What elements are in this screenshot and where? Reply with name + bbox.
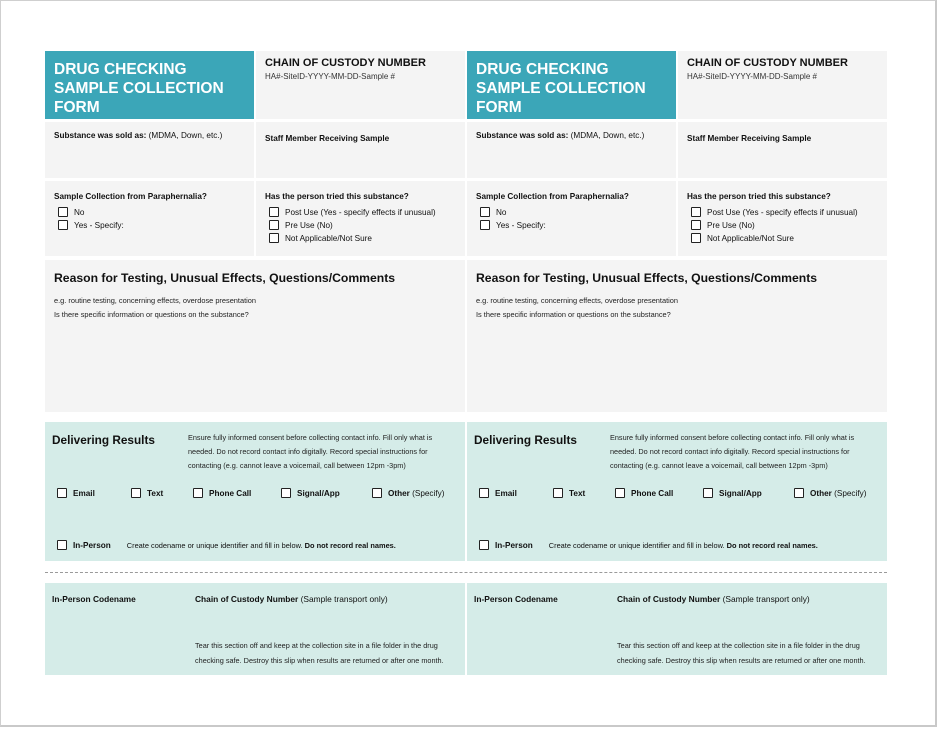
reason-example: e.g. routine testing, concerning effects, overdose presentation xyxy=(54,296,257,305)
other-hint: (Specify) xyxy=(412,488,445,498)
coc-heading: CHAIN OF CUSTODY NUMBER xyxy=(687,57,848,69)
tear-line xyxy=(45,572,887,573)
staff-member-field[interactable] xyxy=(256,122,465,178)
substance-field[interactable] xyxy=(45,122,254,178)
delivering-results-title: Delivering Results xyxy=(474,433,577,447)
option-not-applicable: Not Applicable/Not Sure xyxy=(285,233,372,243)
stub-coc-hint: (Sample transport only) xyxy=(300,594,388,604)
option-pre-use: Pre Use (No) xyxy=(707,220,755,230)
signal-app-label: Signal/App xyxy=(297,488,340,498)
tried-label: Has the person tried this substance? xyxy=(687,192,831,201)
stub-instructions: Tear this section off and keep at the collection site in a file folder in the drug checking safe. Destroy this slip when results are returned or after one month. xyxy=(617,641,866,665)
delivering-results-instructions: Ensure fully informed consent before collecting contact info. Fill only what is needed. Do not record contact info digitally. Record special instructions for contacting (e.g. cannot leave a voicemail, call between 12pm -3pm) xyxy=(610,433,855,470)
delivering-results-instructions: Ensure fully informed consent before collecting contact info. Fill only what is needed. Do not record contact info digitally. Record special instructions for contacting (e.g. cannot leave a voicemail, call between 12pm -3pm) xyxy=(188,433,433,470)
pre-use-checkbox[interactable] xyxy=(691,220,701,230)
staff-label: Staff Member Receiving Sample xyxy=(265,134,390,143)
reason-title: Reason for Testing, Unusual Effects, Questions/Comments xyxy=(476,271,818,285)
paraphernalia-label: Sample Collection from Paraphernalia? xyxy=(54,192,207,201)
signal-app-checkbox[interactable] xyxy=(703,488,713,498)
in-person-codename-label[interactable]: In-Person Codename xyxy=(52,594,136,604)
coc-heading: CHAIN OF CUSTODY NUMBER xyxy=(265,57,426,69)
stub-coc-label: Chain of Custody Number xyxy=(195,594,299,604)
delivering-results-section xyxy=(45,422,465,561)
reason-question: Is there specific information or questions on the substance? xyxy=(54,310,249,319)
text-checkbox[interactable] xyxy=(553,488,563,498)
email-label: Email xyxy=(73,488,95,498)
substance-field[interactable] xyxy=(467,122,676,178)
staff-member-field[interactable] xyxy=(678,122,887,178)
reason-question: Is there specific information or questions on the substance? xyxy=(476,310,671,319)
substance-hint: (MDMA, Down, etc.) xyxy=(570,131,645,140)
option-yes-specify: Yes - Specify: xyxy=(74,220,124,230)
tear-off-stub xyxy=(467,583,887,675)
no-checkbox[interactable] xyxy=(480,207,490,217)
in-person-note: Create codename or unique identifier and fill in below. xyxy=(548,540,725,550)
other-checkbox[interactable] xyxy=(794,488,804,498)
tear-off-stub xyxy=(45,583,465,675)
other-hint: (Specify) xyxy=(834,488,867,498)
signal-app-checkbox[interactable] xyxy=(281,488,291,498)
coc-format: HA#-SiteID-YYYY-MM-DD-Sample # xyxy=(265,72,395,81)
phone-call-checkbox[interactable] xyxy=(615,488,625,498)
not-applicable-checkbox[interactable] xyxy=(269,233,279,243)
text-label: Text xyxy=(569,488,586,498)
paraphernalia-label: Sample Collection from Paraphernalia? xyxy=(476,192,629,201)
in-person-note-bold: Do not record real names. xyxy=(304,540,396,550)
form-title: DRUG CHECKING SAMPLE COLLECTION FORM xyxy=(467,51,676,119)
phone-call-label: Phone Call xyxy=(631,488,674,498)
post-use-checkbox[interactable] xyxy=(691,207,701,217)
in-person-checkbox[interactable] xyxy=(479,540,489,550)
reason-section[interactable] xyxy=(467,260,887,412)
in-person-checkbox[interactable] xyxy=(57,540,67,550)
signal-app-label: Signal/App xyxy=(719,488,762,498)
text-label: Text xyxy=(147,488,164,498)
email-label: Email xyxy=(495,488,517,498)
other-label: Other xyxy=(810,488,832,498)
in-person-label: In-Person xyxy=(73,540,111,550)
in-person-note-bold: Do not record real names. xyxy=(726,540,818,550)
not-applicable-checkbox[interactable] xyxy=(691,233,701,243)
reason-section[interactable] xyxy=(45,260,465,412)
pre-use-checkbox[interactable] xyxy=(269,220,279,230)
option-pre-use: Pre Use (No) xyxy=(285,220,333,230)
coc-number-cell[interactable] xyxy=(678,51,887,119)
no-checkbox[interactable] xyxy=(58,207,68,217)
phone-call-checkbox[interactable] xyxy=(193,488,203,498)
in-person-codename-label[interactable]: In-Person Codename xyxy=(474,594,558,604)
email-checkbox[interactable] xyxy=(479,488,489,498)
reason-title: Reason for Testing, Unusual Effects, Questions/Comments xyxy=(54,271,396,285)
other-label: Other xyxy=(388,488,410,498)
stub-coc-hint: (Sample transport only) xyxy=(722,594,810,604)
paraphernalia-section xyxy=(45,181,254,256)
coc-number-cell[interactable] xyxy=(256,51,465,119)
reason-example: e.g. routine testing, concerning effects, overdose presentation xyxy=(476,296,679,305)
option-post-use: Post Use (Yes - specify effects if unusual) xyxy=(707,207,858,217)
staff-label: Staff Member Receiving Sample xyxy=(687,134,812,143)
substance-hint: (MDMA, Down, etc.) xyxy=(148,131,223,140)
option-no: No xyxy=(74,207,85,217)
form-title: DRUG CHECKING SAMPLE COLLECTION FORM xyxy=(45,51,254,119)
delivering-results-title: Delivering Results xyxy=(52,433,155,447)
other-checkbox[interactable] xyxy=(372,488,382,498)
in-person-label: In-Person xyxy=(495,540,533,550)
post-use-checkbox[interactable] xyxy=(269,207,279,217)
phone-call-label: Phone Call xyxy=(209,488,252,498)
stub-instructions: Tear this section off and keep at the collection site in a file folder in the drug checking safe. Destroy this slip when results are returned or after one month. xyxy=(195,641,444,665)
yes-specify-checkbox[interactable] xyxy=(480,220,490,230)
substance-label: Substance was sold as: xyxy=(476,131,569,140)
yes-specify-checkbox[interactable] xyxy=(58,220,68,230)
option-not-applicable: Not Applicable/Not Sure xyxy=(707,233,794,243)
stub-coc-label: Chain of Custody Number xyxy=(617,594,721,604)
option-no: No xyxy=(496,207,507,217)
paraphernalia-section xyxy=(467,181,676,256)
substance-label: Substance was sold as: xyxy=(54,131,147,140)
text-checkbox[interactable] xyxy=(131,488,141,498)
tried-label: Has the person tried this substance? xyxy=(265,192,409,201)
tried-substance-section xyxy=(678,181,887,256)
coc-format: HA#-SiteID-YYYY-MM-DD-Sample # xyxy=(687,72,817,81)
option-post-use: Post Use (Yes - specify effects if unusual) xyxy=(285,207,436,217)
option-yes-specify: Yes - Specify: xyxy=(496,220,546,230)
delivering-results-section xyxy=(467,422,887,561)
in-person-note: Create codename or unique identifier and fill in below. xyxy=(126,540,303,550)
email-checkbox[interactable] xyxy=(57,488,67,498)
tried-substance-section xyxy=(256,181,465,256)
